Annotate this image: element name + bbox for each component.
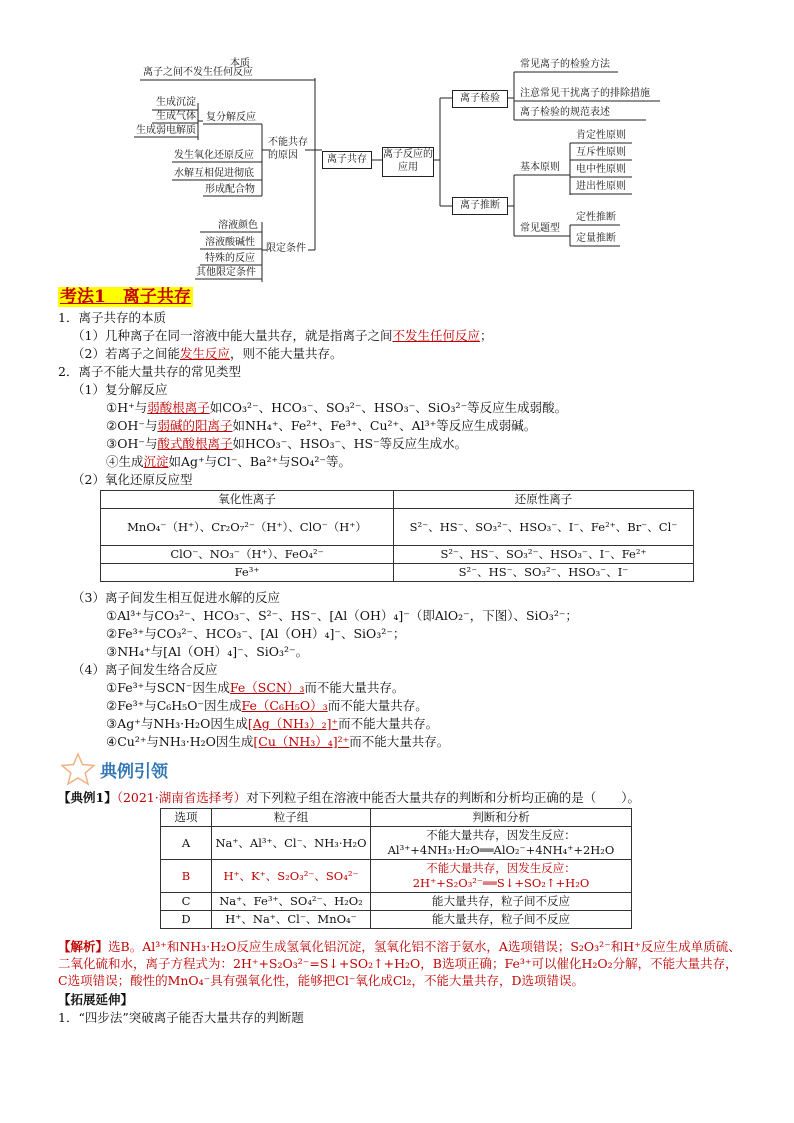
s2-c3-highlight: [Ag（NH₃）₂]⁺ [247, 716, 339, 731]
particles-cell: H⁺、Na⁺、Cl⁻、MnO₄⁻ [212, 911, 371, 929]
s2-c4-end: 而不能大量共存。 [349, 734, 450, 749]
s1-p2 [72, 346, 343, 362]
s2-c2 [106, 698, 428, 714]
s2-r4 [106, 454, 351, 470]
example-header-judgment: 判断和分析 [371, 809, 632, 827]
analysis-label: 【解析】 [58, 939, 109, 954]
s1-p1-text: （1）几种离子在同一溶液中能大量共存，就是指离子之间 [72, 328, 393, 343]
s2-r2 [106, 418, 536, 434]
s1-title: 1．离子共存的本质 [58, 310, 166, 325]
mm-jiben-item-3: 电中性原则 [576, 164, 626, 175]
mm-jiben-label: 基本原则 [520, 162, 560, 173]
mm-benzhi-label: 本质 [230, 58, 250, 69]
s2-r2-highlight: 弱碱的阳离子 [157, 418, 233, 433]
mm-xianding-item-3: 特殊的反应 [205, 253, 255, 264]
s2-r3-end: 如HCO₃⁻、HSO₃⁻、HS⁻等反应生成水。 [232, 436, 468, 451]
redox-table [100, 490, 694, 582]
s2-r1 [106, 400, 567, 416]
mm-fujie-item-1: 生成沉淀 [156, 97, 196, 108]
mm-xianding-item-1: 溶液颜色 [218, 220, 258, 231]
example-source: （2021·湖南省选择考） [116, 790, 247, 805]
particles-cell: H⁺、K⁺、S₂O₃²⁻、SO₄²⁻ [212, 860, 371, 893]
option-cell: A [161, 827, 212, 860]
redox-cell: S²⁻、HS⁻、SO₃²⁻、HSO₃⁻、I⁻、Fe²⁺ [394, 546, 694, 564]
judge-cell: 能大量共存，粒子间不反应 [371, 911, 632, 929]
mm-xianding-item-4: 其他限定条件 [196, 267, 256, 278]
s2-r4-highlight: 沉淀 [143, 454, 169, 469]
example-label: 【典例1】 [58, 790, 117, 805]
s2-c3 [106, 716, 438, 732]
example-heading: 典例引领 [100, 762, 168, 782]
mm-fujie-item-2: 生成气体 [156, 111, 196, 122]
s1-p2-end: ，则不能大量共存。 [229, 346, 343, 361]
example-header-row [161, 809, 632, 827]
s1-p1-end: ； [479, 328, 493, 343]
s2-r2-end: 如NH₄⁺、Fe²⁺、Fe³⁺、Cu²⁺、Al³⁺等反应生成弱碱。 [232, 418, 537, 433]
redox-header-row [101, 491, 694, 509]
mm-fujie-item-3: 生成弱电解质 [136, 125, 196, 136]
mm-fujie-label: 复分解反应 [206, 112, 256, 123]
mm-jianyan-item-2: 注意常见干扰离子的排除措施 [520, 88, 650, 99]
s2-r1-highlight: 弱酸根离子 [147, 400, 210, 415]
s2-c4-highlight: [Cu（NH₃）₄]²⁺ [253, 734, 350, 749]
example-header-particles: 粒子组 [212, 809, 371, 827]
s2-c4-text: ④Cu²⁺与NH₃·H₂O因生成 [106, 734, 254, 749]
s2-c1 [106, 680, 404, 696]
mm-tuiduan-node: 离子推断 [452, 197, 508, 215]
s2-c1-end: 而不能大量共存。 [304, 680, 405, 695]
option-cell: C [161, 893, 212, 911]
example-question [58, 790, 640, 806]
s2-c3-end: 而不能大量共存。 [338, 716, 439, 731]
mm-jiben-item-4: 进出性原则 [576, 181, 626, 192]
table-row [101, 564, 694, 582]
redox-cell: MnO₄⁻（H⁺）、Cr₂O₇²⁻（H⁺）、ClO⁻（H⁺） [101, 509, 394, 546]
ext-label: 【拓展延伸】 [58, 992, 134, 1007]
s2-sub1: （1）复分解反应 [72, 382, 168, 397]
option-cell: D [161, 911, 212, 929]
mm-jianyan-item-3: 离子检验的规范表述 [520, 107, 610, 118]
s1-p1-highlight: 不发生任何反应 [392, 328, 480, 343]
s2-c2-text: ②Fe³⁺与C₆H₅O⁻因生成 [106, 698, 242, 713]
kaofa-heading: 考法1 离子共存 [60, 287, 191, 307]
mm-other-item-1: 发生氧化还原反应 [174, 150, 254, 161]
mm-xianding-item-2: 溶液酸碱性 [205, 237, 255, 248]
s1-p2-highlight: 发生反应 [179, 346, 230, 361]
s2-r1-end: 如CO₃²⁻、HCO₃⁻、SO₃²⁻、HSO₃⁻、SiO₃²⁻等反应生成弱酸。 [209, 400, 568, 415]
s2-c4 [106, 734, 449, 750]
s2-r3-highlight: 酸式酸根离子 [157, 436, 233, 451]
s1-p2-text: （2）若离子之间能 [72, 346, 180, 361]
judge-cell: 不能大量共存，因发生反应：2H⁺+S₂O₃²⁻══S↓+SO₂↑+H₂O [371, 860, 632, 893]
example-question-text: 对下列粒子组在溶液中能否大量共存的判断和分析均正确的是（ ）。 [246, 790, 641, 805]
mm-other-item-2: 水解互相促进彻底 [174, 168, 254, 179]
mm-tixing-item-2: 定量推断 [576, 233, 616, 244]
s2-c1-text: ①Fe³⁺与SCN⁻因生成 [106, 680, 230, 695]
star-icon [60, 752, 96, 786]
s2-sub3: （3）离子间发生相互促进水解的反应 [72, 590, 280, 605]
s2-c1-highlight: Fe（SCN）₃ [229, 680, 305, 695]
example-analysis [58, 938, 742, 989]
s2-sub4: （4）离子间发生络合反应 [72, 662, 218, 677]
example-table [160, 808, 632, 929]
redox-cell: Fe³⁺ [101, 564, 394, 582]
ext-item: 1．“四步法”突破离子能否大量共存的判断题 [58, 1010, 304, 1025]
table-row [161, 911, 632, 929]
mm-center2-node: 离子反应的应用 [382, 147, 434, 177]
mm-center-node: 离子共存 [322, 151, 372, 169]
mm-bunenggong-label: 不能共存的原因 [268, 137, 308, 161]
s1-p1 [72, 328, 493, 344]
mm-tixing-item-1: 定性推断 [576, 212, 616, 223]
mm-xianding-label: 限定条件 [266, 243, 306, 254]
mm-tixing-label: 常见题型 [520, 223, 560, 234]
s2-h1: ①Al³⁺与CO₃²⁻、HCO₃⁻、S²⁻、HS⁻、[Al（OH）₄]⁻（即AlO₂⁻，下图）、SiO₃²⁻； [106, 608, 578, 623]
mm-jianyan-node: 离子检验 [452, 90, 508, 108]
judge-cell: 不能大量共存，因发生反应：Al³⁺+4NH₃·H₂O══AlO₂⁻+4NH₄⁺+2H₂O [371, 827, 632, 860]
judge-cell: 能大量共存，粒子间不反应 [371, 893, 632, 911]
redox-cell: S²⁻、HS⁻、SO₃²⁻、HSO₃⁻、I⁻ [394, 564, 694, 582]
mm-jiben-item-2: 互斥性原则 [576, 147, 626, 158]
mm-benzhi-item: 离子之间不发生任何反应 [143, 67, 253, 78]
s2-c3-text: ③Ag⁺与NH₃·H₂O因生成 [106, 716, 248, 731]
table-row [101, 546, 694, 564]
s2-h2: ②Fe³⁺与CO₃²⁻、HCO₃⁻、[Al（OH）₄]⁻、SiO₃²⁻； [106, 626, 406, 641]
redox-header-reducing: 还原性离子 [394, 491, 694, 509]
s2-h3: ③NH₄⁺与[Al（OH）₄]⁻、SiO₃²⁻。 [106, 644, 309, 659]
s2-r2-text: ②OH⁻与 [106, 418, 158, 433]
s2-c2-highlight: Fe（C₆H₅O）₃ [241, 698, 328, 713]
s2-r3-text: ③OH⁻与 [106, 436, 158, 451]
option-cell: B [161, 860, 212, 893]
example-header-option: 选项 [161, 809, 212, 827]
table-row [161, 860, 632, 893]
s2-r3 [106, 436, 467, 452]
mindmap-connectors [0, 0, 794, 290]
analysis-text: 选B。Al³⁺和NH₃·H₂O反应生成氢氧化铝沉淀，氢氧化铝不溶于氨水，A选项错误；S₂O₃²⁻和H⁺反应生成单质硫、二氧化硫和水，离子方程式为：2H⁺+S₂O₃²⁻=S↓+SO₂↑+H₂O，B选项正确；Fe³⁺可以催化H₂O₂分解，不能大量共存，C选项错误；酸性的MnO₄⁻具有强氧化性，能够把Cl⁻氧化成Cl₂，不能大量共存，D选项错误。 [58, 939, 741, 988]
table-row [101, 509, 694, 546]
table-row [161, 827, 632, 860]
table-row [161, 893, 632, 911]
s2-title: 2．离子不能大量共存的常见类型 [58, 364, 241, 379]
s2-r1-text: ①H⁺与 [106, 400, 148, 415]
s2-r4-text: ④生成 [106, 454, 144, 469]
redox-cell: ClO⁻、NO₃⁻（H⁺）、FeO₄²⁻ [101, 546, 394, 564]
s2-sub2: （2）氧化还原反应型 [72, 472, 193, 487]
particles-cell: Na⁺、Al³⁺、Cl⁻、NH₃·H₂O [212, 827, 371, 860]
s2-c2-end: 而不能大量共存。 [327, 698, 428, 713]
mm-jianyan-item-1: 常见离子的检验方法 [520, 59, 610, 70]
s2-r4-end: 如Ag⁺与Cl⁻、Ba²⁺与SO₄²⁻等。 [168, 454, 351, 469]
particles-cell: Na⁺、Fe³⁺、SO₄²⁻、H₂O₂ [212, 893, 371, 911]
redox-header-oxidizing: 氧化性离子 [101, 491, 394, 509]
mm-other-item-3: 形成配合物 [205, 184, 255, 195]
redox-cell: S²⁻、HS⁻、SO₃²⁻、HSO₃⁻、I⁻、Fe²⁺、Br⁻、Cl⁻ [394, 509, 694, 546]
mm-jiben-item-1: 肯定性原则 [576, 130, 626, 141]
